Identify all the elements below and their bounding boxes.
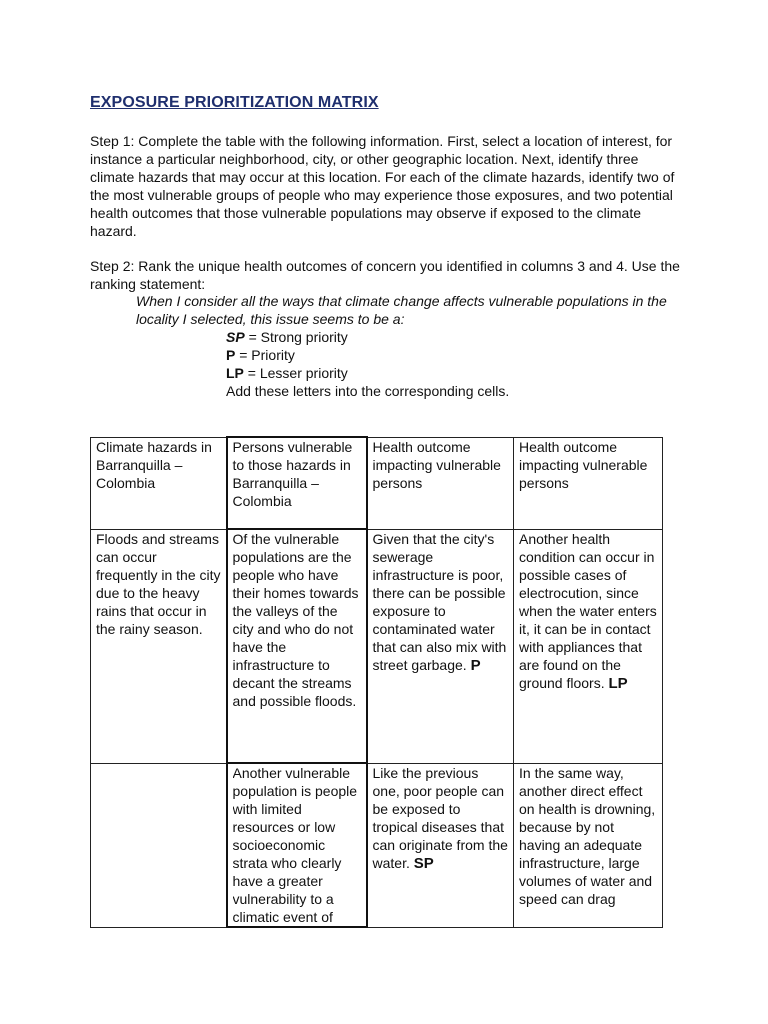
- priority-legend: [226, 328, 676, 400]
- step2-instructions: Step 2: Rank the unique health outcomes of concern you identified in columns 3 and 4. Use the ranking statement:: [90, 258, 680, 292]
- ranking-statement: When I consider all the ways that climate change affects vulnerable populations in the locality I selected, this issue seems to be a:: [136, 293, 667, 327]
- exposure-matrix-table: [90, 436, 663, 928]
- header-health-outcome-1: Health outcome impacting vulnerable persons: [367, 437, 514, 529]
- outcome-text: Like the previous one, poor people can be exposed to tropical diseases that can originate from the water.: [372, 764, 508, 871]
- legend-p-code: P: [226, 347, 236, 363]
- legend-p: [226, 346, 676, 364]
- table-row: [91, 763, 663, 927]
- priority-rank: P: [470, 656, 481, 674]
- cell-outcome-1: [367, 763, 514, 927]
- outcome-text: Another health condition can occur in possible cases of electrocution, since when the water enters it, it can be in contact with appliances that are found on the ground floors.: [519, 530, 657, 691]
- legend-sp-text: = Strong priority: [244, 329, 348, 345]
- cell-hazard: Floods and streams can occur frequently in the city due to the heavy rains that occur in the rainy season.: [91, 529, 227, 763]
- legend-sp-code: SP: [226, 329, 245, 345]
- legend-lp-code: LP: [226, 365, 244, 381]
- header-climate-hazards: Climate hazards in Barranquilla – Colombia: [91, 437, 227, 529]
- cell-persons: [227, 763, 367, 927]
- cell-outcome-2: [514, 529, 663, 763]
- priority-rank: LP: [608, 674, 628, 692]
- cell-outcome-1: [367, 529, 514, 763]
- header-vulnerable-persons: Persons vulnerable to those hazards in Barranquilla – Colombia: [227, 437, 367, 529]
- priority-rank: SP: [413, 854, 434, 872]
- step1-instructions: Step 1: Complete the table with the following information. First, select a location of interest, for instance a particular neighborhood, city, or other geographic location. Next, identify three climate hazards that may occur at this location. For each of the climate hazards, identify two of the most vulnerable groups of people who may experience those exposures, and two potential health outcomes that those vulnerable populations may observe if exposed to the climate hazard.: [90, 133, 675, 239]
- legend-lp-text: = Lesser priority: [243, 365, 348, 381]
- legend-lp: [226, 364, 676, 382]
- cell-hazard: [91, 763, 227, 927]
- cell-persons-text: Another vulnerable population is people with limited resources or low socioeconomic strata who clearly have a greater vulnerability to a climatic event of: [232, 765, 358, 925]
- page-title: EXPOSURE PRIORITIZATION MATRIX: [90, 94, 379, 111]
- legend-instruction: Add these letters into the corresponding cells.: [226, 383, 510, 399]
- cell-outcome-2: [514, 763, 663, 927]
- table-row: [91, 529, 663, 763]
- outcome-text: Given that the city's sewerage infrastructure is poor, there can be possible exposure to contaminated water that can also mix with street garbage.: [372, 530, 507, 673]
- outcome-text: In the same way, another direct effect on health is drowning, because by not having an adequate infrastructure, large volumes of water and speed can drag: [519, 764, 656, 907]
- table-header-row: [91, 437, 663, 529]
- legend-p-text: = Priority: [235, 347, 295, 363]
- cell-persons: Of the vulnerable populations are the people who have their homes towards the valleys of the city and who do not have the infrastructure to decant the streams and possible floods.: [227, 529, 367, 763]
- legend-sp: [226, 328, 676, 346]
- header-health-outcome-2: Health outcome impacting vulnerable persons: [514, 437, 663, 529]
